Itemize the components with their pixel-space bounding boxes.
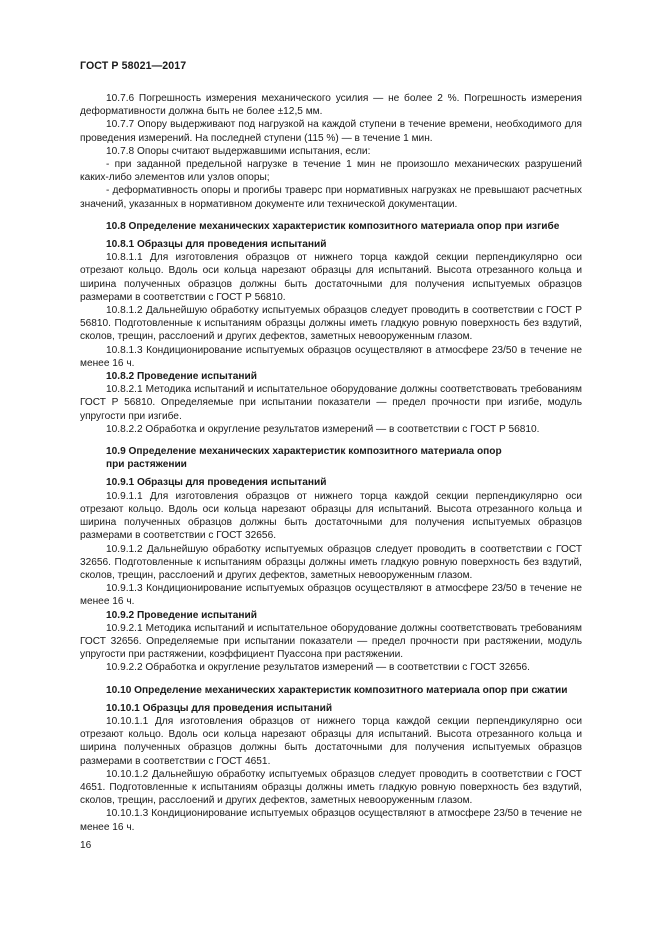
paragraph-10-7-8: 10.7.8 Опоры считают выдержавшими испытания, если: — [106, 145, 371, 157]
paragraph-10-7-7: 10.7.7 Опору выдерживают под нагрузкой на каждой ступени в течение времени, необходимого для проведения измерений. На последней ступени (115 %) — в течение 1 мин. — [80, 119, 582, 144]
paragraph-10-8-1-1: 10.8.1.1 Для изготовления образцов от нижнего торца каждой секции перпендикулярно оси отрезают кольцо. Вдоль оси кольца нарезают образцы для испытаний. Высота отрезанного кольца и ширина полученных образцов должны быть достаточными для получения испытуемых образцов размерами в соответствии с ГОСТ Р 56810. — [80, 252, 582, 303]
list-item-condition-2: - деформативность опоры и прогибы траверс при нормативных нагрузках не превышают расчетных значений, указанных в нормативном документе или технической документации. — [80, 185, 582, 210]
subsection-heading-10-10-1: 10.10.1 Образцы для проведения испытаний — [106, 702, 333, 714]
page-number: 16 — [80, 840, 92, 851]
paragraph-10-7-6: 10.7.6 Погрешность измерения механического усилия — не более 2 %. Погрешность измерения деформативности должна быть не более ±12,5 мм. — [80, 93, 582, 118]
paragraph-10-9-1-2: 10.9.1.2 Дальнейшую обработку испытуемых образцов следует проводить в соответствии с ГОСТ 32656. Подготовленные к испытаниям образцы должны иметь гладкую ровную поверхность без вздутий, сколов, трещин, расслоений и других дефектов, заметных невооруженным глазом. — [80, 543, 582, 581]
subsection-heading-10-9-2: 10.9.2 Проведение испытаний — [106, 609, 257, 621]
paragraph-10-8-2-2: 10.8.2.2 Обработка и округление результатов измерений — в соответствии с ГОСТ Р 56810. — [106, 423, 540, 435]
subsection-heading-10-8-1: 10.8.1 Образцы для проведения испытаний — [106, 239, 327, 251]
paragraph-10-8-2-1: 10.8.2.1 Методика испытаний и испытательное оборудование должны соответствовать требованиям ГОСТ Р 56810. Определяемые при испытании показатели — предел прочности при изгибе, модуль упругости при изгибе. — [80, 384, 582, 422]
list-item-condition-1: - при заданной предельной нагрузке в течение 1 мин не произошло механических разрушений каких-либо элементов или узлов опоры; — [80, 159, 582, 184]
subsection-heading-10-8-2: 10.8.2 Проведение испытаний — [106, 371, 257, 383]
section-heading-10-9: 10.9 Определение механических характеристик композитного материала опор при растяжении — [106, 446, 502, 471]
paragraph-10-10-1-2: 10.10.1.2 Дальнейшую обработку испытуемых образцов следует проводить в соответствии с ГОСТ 4651. Подготовленные к испытаниям образцы должны иметь гладкую ровную поверхность без вздутий, сколов, трещин, расслоений и других дефектов, заметных невооруженным глазом. — [80, 768, 582, 807]
paragraph-10-9-2-2: 10.9.2.2 Обработка и округление результатов измерений — в соответствии с ГОСТ 32656. — [106, 662, 530, 674]
document-body — [80, 92, 582, 834]
section-heading-10-10: 10.10 Определение механических характеристик композитного материала опор при сжатии — [106, 684, 568, 696]
paragraph-10-9-1-1: 10.9.1.1 Для изготовления образцов от нижнего торца каждой секции перпендикулярно оси отрезают кольцо. Вдоль оси кольца нарезают образцы для испытаний. Высота отрезанного кольца и ширина полученных образцов должны быть достаточными для получения испытуемых образцов размерами в соответствии с ГОСТ 32656. — [80, 490, 582, 542]
paragraph-10-10-1-3: 10.10.1.3 Кондиционирование испытуемых образцов осуществляют в атмосфере 23/50 в течение не менее 16 ч. — [80, 808, 582, 833]
subsection-heading-10-9-1: 10.9.1 Образцы для проведения испытаний — [106, 477, 327, 489]
paragraph-10-8-1-2: 10.8.1.2 Дальнейшую обработку испытуемых образцов следует проводить в соответствии с ГОСТ Р 56810. Подготовленные к испытаниям образцы должны иметь гладкую ровную поверхность без вздутий, сколов, трещин, расслоений и других дефектов, заметных невооруженным глазом. — [80, 305, 582, 343]
document-code-header: ГОСТ Р 58021—2017 — [80, 60, 187, 72]
section-heading-10-8: 10.8 Определение механических характеристик композитного материала опор при изгибе — [106, 220, 560, 232]
paragraph-10-8-1-3: 10.8.1.3 Кондиционирование испытуемых образцов осуществляют в атмосфере 23/50 в течение не менее 16 ч. — [80, 344, 582, 369]
paragraph-10-9-1-3: 10.9.1.3 Кондиционирование испытуемых образцов осуществляют в атмосфере 23/50 в течение не менее 16 ч. — [80, 583, 582, 608]
paragraph-10-9-2-1: 10.9.2.1 Методика испытаний и испытательное оборудование должны соответствовать требованиям ГОСТ 32656. Определяемые при испытании показатели — предел прочности при растяжении, модуль упругости при растяжении, коэффициент Пуассона при растяжении. — [80, 622, 582, 661]
paragraph-10-10-1-1: 10.10.1.1 Для изготовления образцов от нижнего торца каждой секции перпендикулярно оси отрезают кольцо. Вдоль оси кольца нарезают образцы для испытаний. Высота отрезанного кольца и ширина полученных образцов должны быть достаточными для получения испытуемых образцов размерами в соответствии с ГОСТ 4651. — [80, 715, 582, 767]
